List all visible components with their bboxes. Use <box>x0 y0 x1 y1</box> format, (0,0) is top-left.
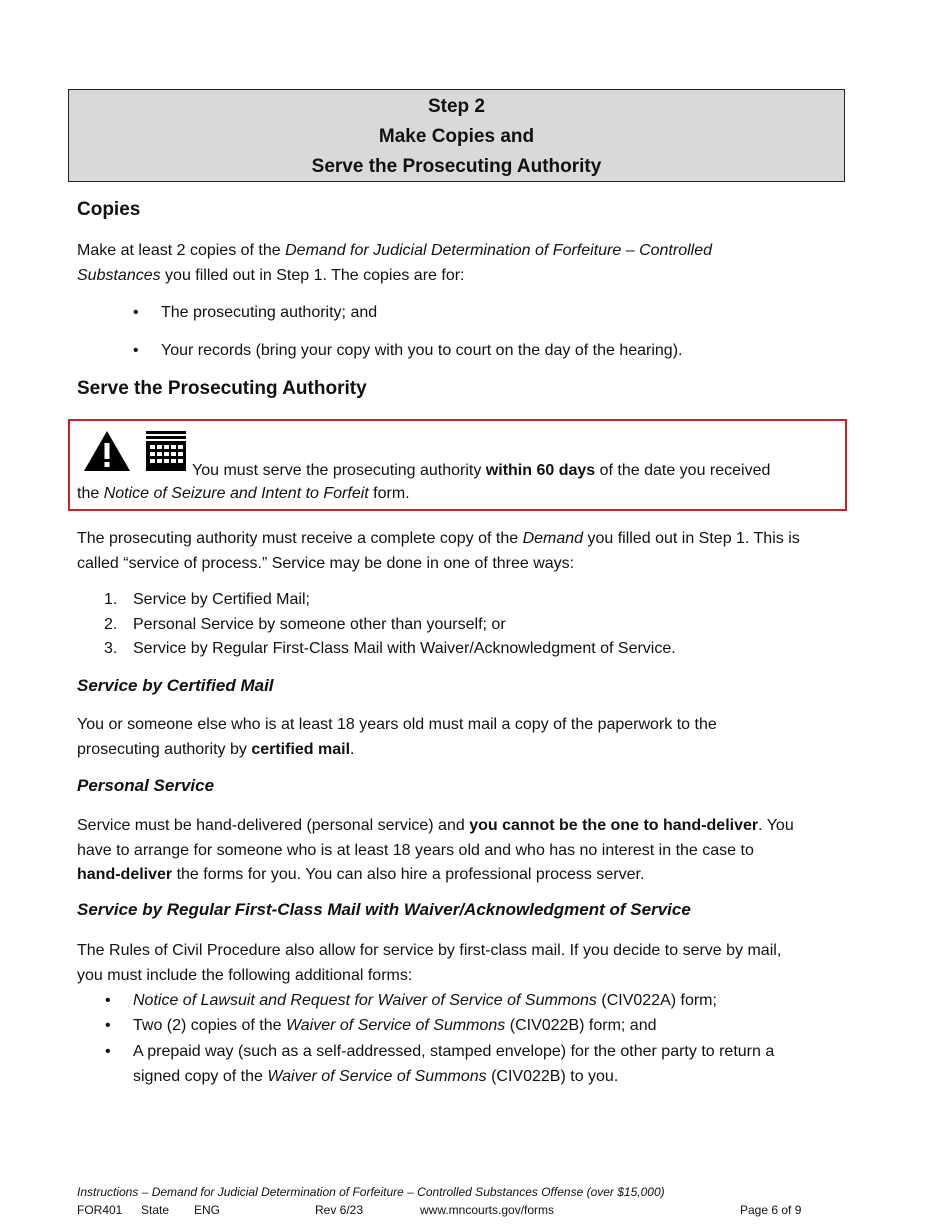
certified-mail-heading: Service by Certified Mail <box>77 676 274 695</box>
list-item-text-part: signed copy of the <box>133 1067 268 1085</box>
certified-mail-text <box>77 713 857 762</box>
bullet: • <box>105 1043 111 1060</box>
warning-text: You must serve the prosecuting authority <box>192 462 486 479</box>
list-item-text <box>133 1040 774 1089</box>
warning-deadline: within 60 days <box>485 462 596 479</box>
list-item <box>105 1014 865 1039</box>
footer-title: Instructions – Demand for Judicial Determination of Forfeiture – Controlled Substances Offense (over $15,000) <box>77 1185 665 1199</box>
warning-triangle-icon <box>82 429 132 473</box>
list-number: 1. <box>104 591 118 608</box>
personal-service-line: . You <box>758 817 794 834</box>
copies-form-name: Demand for Judicial Determination of Forfeiture – Controlled <box>285 242 712 259</box>
step-title-line2: Serve the Prosecuting Authority <box>311 156 602 177</box>
list-number: 3. <box>104 640 118 657</box>
list-item-text <box>133 1014 656 1039</box>
list-number: 2. <box>104 615 118 633</box>
certified-mail-line: prosecuting authority by <box>77 740 252 758</box>
list-item-text: The prosecuting authority; and <box>161 304 378 321</box>
bullet: • <box>105 1017 111 1034</box>
list-item <box>104 588 310 613</box>
list-item <box>104 613 506 638</box>
list-item-text <box>133 989 717 1014</box>
personal-service-emphasis: hand-deliver <box>77 866 173 883</box>
first-class-mail-line: you must include the following additional forms: <box>77 966 413 984</box>
service-intro-text: you filled out in Step 1. This is <box>583 530 800 547</box>
form-number: (CIV022B) to you. <box>486 1067 619 1085</box>
personal-service-heading: Personal Service <box>77 776 215 795</box>
first-class-mail-heading: Service by Regular First-Class Mail with Waiver/Acknowledgment of Service <box>77 900 691 919</box>
bullet: • <box>133 342 139 359</box>
list-item-text: Service by Certified Mail; <box>133 591 310 608</box>
list-item-text-part: Two (2) copies of the <box>133 1017 286 1034</box>
first-class-mail-line: The Rules of Civil Procedure also allow for service by first-class mail. If you decide to serve by mail, <box>77 942 782 959</box>
personal-service-emphasis: you cannot be the one to hand-deliver <box>469 817 759 834</box>
serve-heading: Serve the Prosecuting Authority <box>77 378 367 399</box>
footer-language: ENG <box>194 1203 221 1217</box>
personal-service-line: Service must be hand-delivered (personal service) and <box>77 817 470 834</box>
warning-text: of the date you received <box>595 462 771 479</box>
personal-service-line: have to arrange for someone who is at least 18 years old and who has no interest in the case to <box>77 841 754 859</box>
copies-intro-text-2: you filled out in Step 1. The copies are for: <box>160 266 465 284</box>
step-header-box <box>68 89 845 182</box>
list-item <box>133 339 833 364</box>
copies-form-name-2: Substances <box>77 266 161 284</box>
footer-page-number: Page 6 of 9 <box>740 1203 802 1217</box>
footer-form-code: FOR401 <box>77 1203 123 1217</box>
list-item-text-part: A prepaid way (such as a self-addressed, stamped envelope) for the other party to return a <box>133 1043 775 1060</box>
service-intro-form: Demand <box>522 530 584 547</box>
personal-service-line: the forms for you. You can also hire a professional process server. <box>172 866 645 883</box>
form-name: Waiver of Service of Summons <box>285 1017 506 1034</box>
copies-heading: Copies <box>77 199 141 220</box>
list-item-text: Personal Service by someone other than yourself; or <box>133 615 506 633</box>
footer-revision: Rev 6/23 <box>315 1203 364 1217</box>
warning-text: form. <box>368 485 410 502</box>
punctuation: . <box>350 740 355 758</box>
step-title-line1: Make Copies and <box>378 126 535 147</box>
certified-mail-line: You or someone else who is at least 18 years old must mail a copy of the paperwork to the <box>77 716 717 733</box>
warning-text: the <box>77 485 104 502</box>
copies-intro <box>77 239 857 288</box>
copies-intro-text: Make at least 2 copies of the <box>77 242 286 259</box>
bullet: • <box>133 304 139 321</box>
warning-text-line1 <box>192 462 770 480</box>
list-item <box>104 637 676 662</box>
service-intro-text-2: called “service of process.” Service may be done in one of three ways: <box>77 554 575 572</box>
form-name: Notice of Lawsuit and Request for Waiver of Service of Summons <box>133 992 597 1009</box>
footer-url[interactable]: www.mncourts.gov/forms <box>420 1203 555 1217</box>
warning-form-name: Notice of Seizure and Intent to Forfeit <box>103 485 369 502</box>
list-item <box>105 1040 865 1090</box>
form-name: Waiver of Service of Summons <box>267 1067 487 1085</box>
personal-service-text <box>77 814 857 888</box>
step-number: Step 2 <box>427 96 486 117</box>
calendar-icon <box>146 431 186 471</box>
list-item-text: Service by Regular First-Class Mail with Waiver/Acknowledgment of Service. <box>133 640 676 657</box>
footer-state: State <box>141 1203 170 1217</box>
bullet: • <box>105 992 111 1009</box>
warning-text-line2 <box>77 485 410 503</box>
list-item-text: Your records (bring your copy with you to court on the day of the hearing). <box>161 342 683 359</box>
certified-mail-emphasis: certified mail <box>251 740 351 758</box>
first-class-mail-text <box>77 939 857 988</box>
list-item <box>133 301 833 326</box>
service-method-list <box>104 588 676 662</box>
service-intro-text: The prosecuting authority must receive a complete copy of the <box>77 530 523 547</box>
form-number: (CIV022A) form; <box>596 992 717 1009</box>
list-item <box>105 989 865 1014</box>
service-intro <box>77 527 857 576</box>
deadline-warning-box <box>68 419 847 511</box>
form-number: (CIV022B) form; and <box>505 1017 657 1034</box>
